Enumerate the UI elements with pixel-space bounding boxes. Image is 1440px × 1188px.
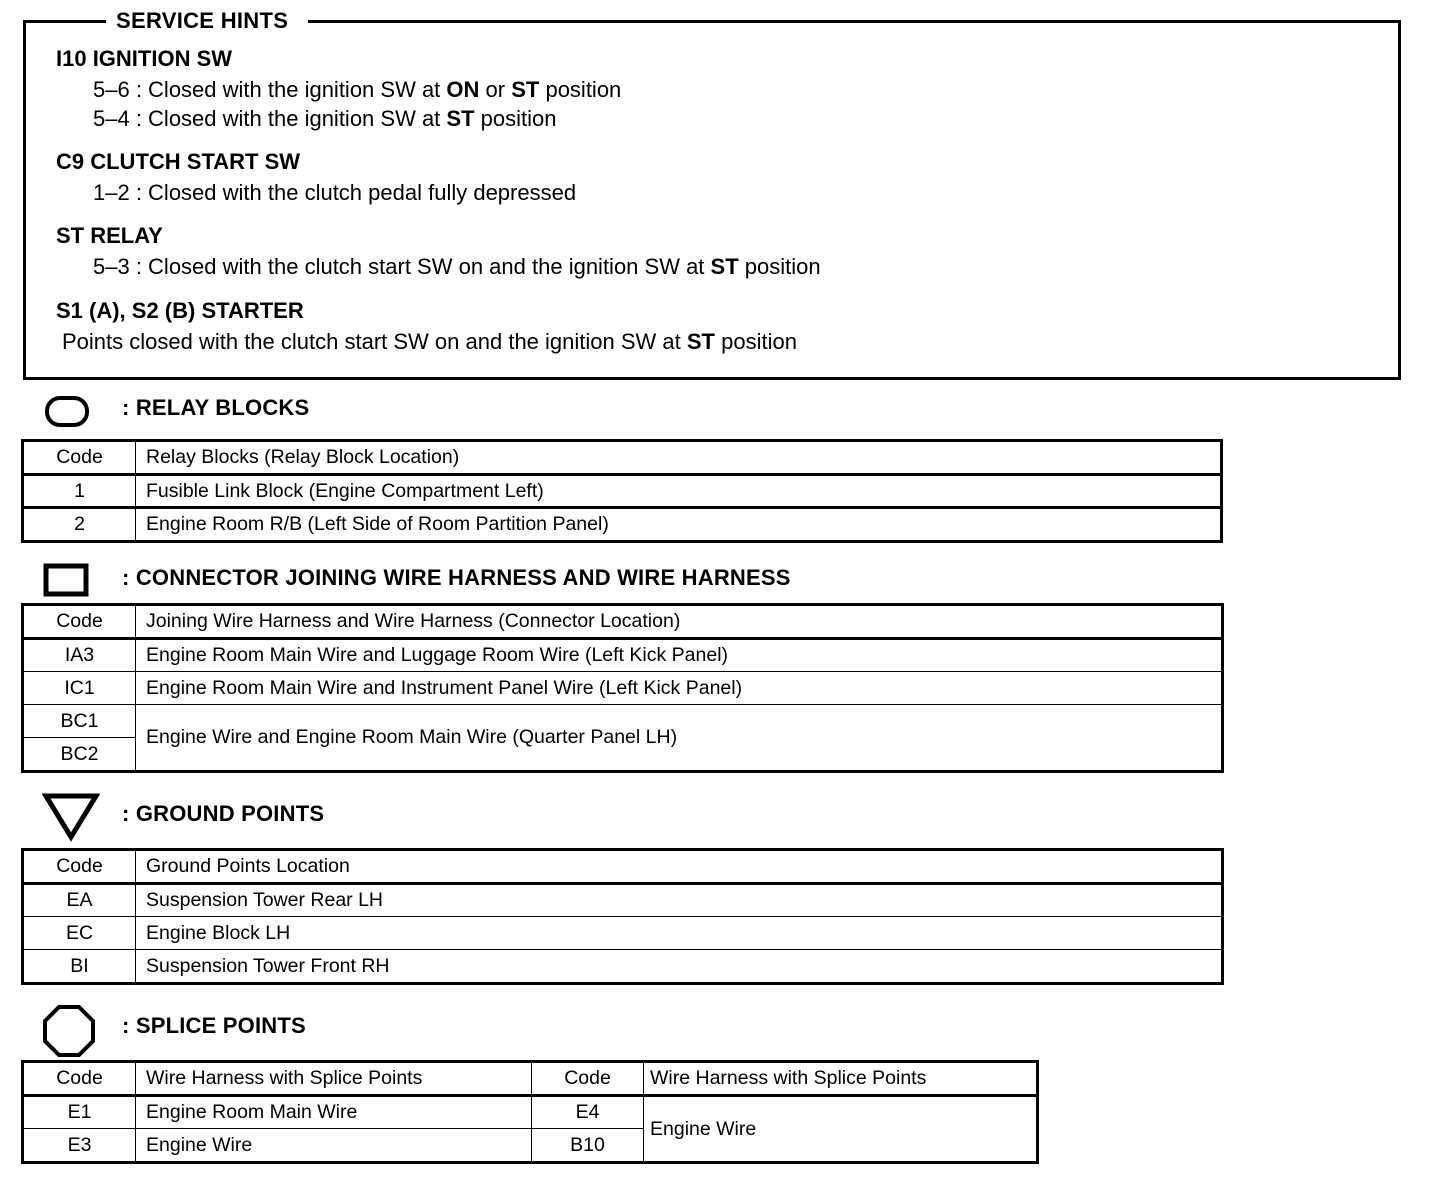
- hint-st-relay: [56, 220, 821, 281]
- table-header-cell: Code: [24, 1063, 136, 1096]
- location-cell: Engine Wire and Engine Room Main Wire (Quarter Panel LH): [136, 705, 1222, 771]
- table-header-row: [24, 1063, 1037, 1096]
- hint-line: Points closed with the clutch start SW on and the ignition SW at ST position: [62, 329, 797, 354]
- table-row: [24, 884, 1222, 917]
- harness-cell: Engine Wire: [136, 1129, 532, 1162]
- code-cell: E1: [24, 1096, 136, 1129]
- relay-blocks-table: [23, 441, 1221, 541]
- hint-line: 1–2 : Closed with the clutch pedal fully depressed: [93, 180, 577, 205]
- code-cell: E3: [24, 1129, 136, 1162]
- table-header-cell: Code: [24, 606, 136, 639]
- table-row: [24, 705, 1222, 738]
- location-cell: Engine Room R/B (Left Side of Room Partition Panel): [136, 508, 1221, 541]
- code-cell: E4: [532, 1096, 644, 1129]
- harness-cell: Engine Room Main Wire: [136, 1096, 532, 1129]
- location-cell: Fusible Link Block (Engine Compartment Left): [136, 475, 1221, 508]
- table-row: [24, 475, 1221, 508]
- table-header-cell: Joining Wire Harness and Wire Harness (Connector Location): [136, 606, 1222, 639]
- code-cell: B10: [532, 1129, 644, 1162]
- triangle-down-icon: [42, 792, 100, 842]
- service-hints-title: SERVICE HINTS: [106, 8, 308, 34]
- table-header-cell: Relay Blocks (Relay Block Location): [136, 442, 1221, 475]
- code-cell: BC2: [24, 738, 136, 771]
- location-cell: Suspension Tower Rear LH: [136, 884, 1222, 917]
- table-header-cell: Code: [24, 851, 136, 884]
- hint-line: 5–3 : Closed with the clutch start SW on and the ignition SW at ST position: [93, 254, 821, 279]
- connectors-heading: : CONNECTOR JOINING WIRE HARNESS AND WIRE HARNESS: [122, 565, 791, 590]
- hint-clutch-start-sw: [56, 146, 576, 207]
- code-cell: 1: [24, 475, 136, 508]
- code-cell: EC: [24, 917, 136, 950]
- square-icon: [43, 563, 89, 597]
- hint-line: 5–6 : Closed with the ignition SW at ON or ST position: [93, 77, 622, 102]
- table-header-cell: Wire Harness with Splice Points: [644, 1063, 1037, 1096]
- table-header-row: [24, 442, 1221, 475]
- connectors-table: [23, 605, 1222, 771]
- table-row: [24, 917, 1222, 950]
- code-cell: IC1: [24, 672, 136, 705]
- code-cell: BC1: [24, 705, 136, 738]
- rounded-rect-icon: [44, 395, 92, 429]
- hint-heading: I10 IGNITION SW: [56, 46, 233, 71]
- octagon-icon: [42, 1004, 96, 1058]
- harness-cell: Engine Wire: [644, 1096, 1037, 1162]
- code-cell: BI: [24, 950, 136, 983]
- table-row: [24, 950, 1222, 983]
- splice-points-table: [23, 1062, 1037, 1162]
- location-cell: Engine Room Main Wire and Instrument Panel Wire (Left Kick Panel): [136, 672, 1222, 705]
- hint-heading: C9 CLUTCH START SW: [56, 149, 301, 174]
- location-cell: Engine Block LH: [136, 917, 1222, 950]
- table-header-row: [24, 851, 1222, 884]
- table-row: [24, 672, 1222, 705]
- hint-starter: [56, 295, 797, 356]
- table-header-cell: Code: [532, 1063, 644, 1096]
- service-hints-box: [23, 8, 1401, 380]
- splice-points-heading: : SPLICE POINTS: [122, 1013, 306, 1038]
- table-row: [24, 508, 1221, 541]
- table-header-row: [24, 606, 1222, 639]
- table-header-cell: Code: [24, 442, 136, 475]
- code-cell: 2: [24, 508, 136, 541]
- code-cell: IA3: [24, 639, 136, 672]
- hint-heading: ST RELAY: [56, 223, 163, 248]
- relay-blocks-heading: : RELAY BLOCKS: [122, 395, 310, 420]
- table-row: [24, 639, 1222, 672]
- location-cell: Engine Room Main Wire and Luggage Room Wire (Left Kick Panel): [136, 639, 1222, 672]
- table-header-cell: Wire Harness with Splice Points: [136, 1063, 532, 1096]
- table-row: [24, 1096, 1037, 1129]
- code-cell: EA: [24, 884, 136, 917]
- hint-ignition-sw: [56, 43, 621, 133]
- location-cell: Suspension Tower Front RH: [136, 950, 1222, 983]
- hint-line: 5–4 : Closed with the ignition SW at ST position: [93, 106, 557, 131]
- ground-points-table: [23, 850, 1222, 983]
- hint-heading: S1 (A), S2 (B) STARTER: [56, 298, 304, 323]
- table-header-cell: Ground Points Location: [136, 851, 1222, 884]
- ground-points-heading: : GROUND POINTS: [122, 801, 325, 826]
